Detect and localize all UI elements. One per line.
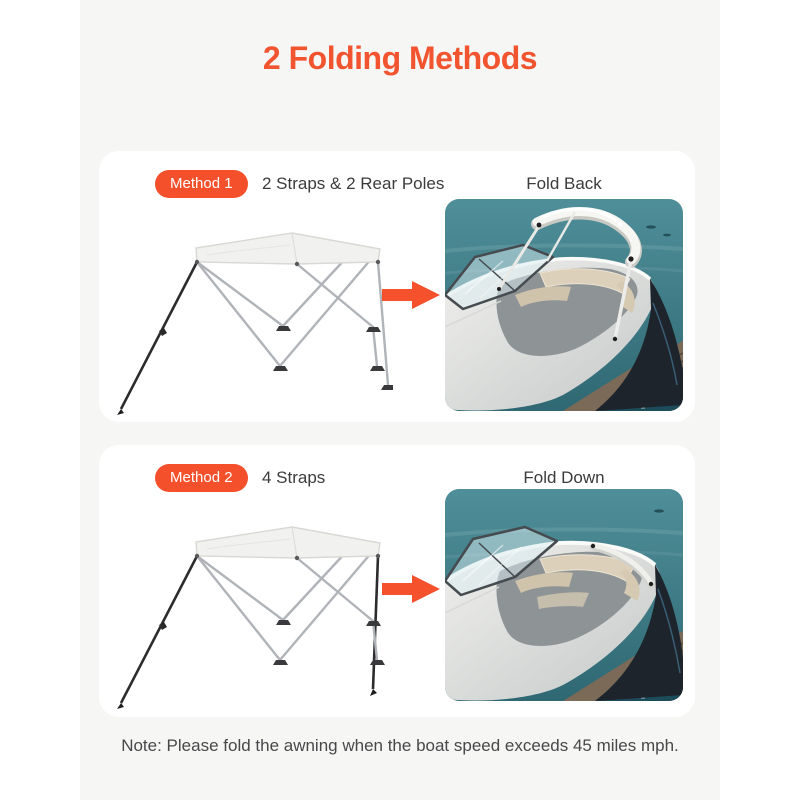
method-2-card	[99, 445, 695, 717]
bimini-frame-illustration	[107, 225, 393, 417]
note-text: Note: Please fold the awning when the boat speed exceeds 45 miles mph.	[121, 736, 679, 755]
bimini-frame-illustration	[107, 519, 393, 711]
method-2-result-label: Fold Down	[523, 468, 605, 487]
method-2-description: 4 Straps	[262, 468, 326, 487]
fold-down-photo	[445, 489, 683, 701]
method-1-card	[99, 151, 695, 422]
page-title: 2 Folding Methods	[262, 40, 538, 76]
fold-back-photo	[445, 199, 683, 411]
method-1-badge: Method 1	[155, 170, 248, 198]
method-1-result-label: Fold Back	[526, 174, 602, 193]
method-2-badge: Method 2	[155, 464, 248, 492]
method-1-description: 2 Straps & 2 Rear Poles	[262, 174, 445, 193]
right-arrow-icon	[382, 575, 440, 603]
right-arrow-icon	[382, 281, 440, 309]
